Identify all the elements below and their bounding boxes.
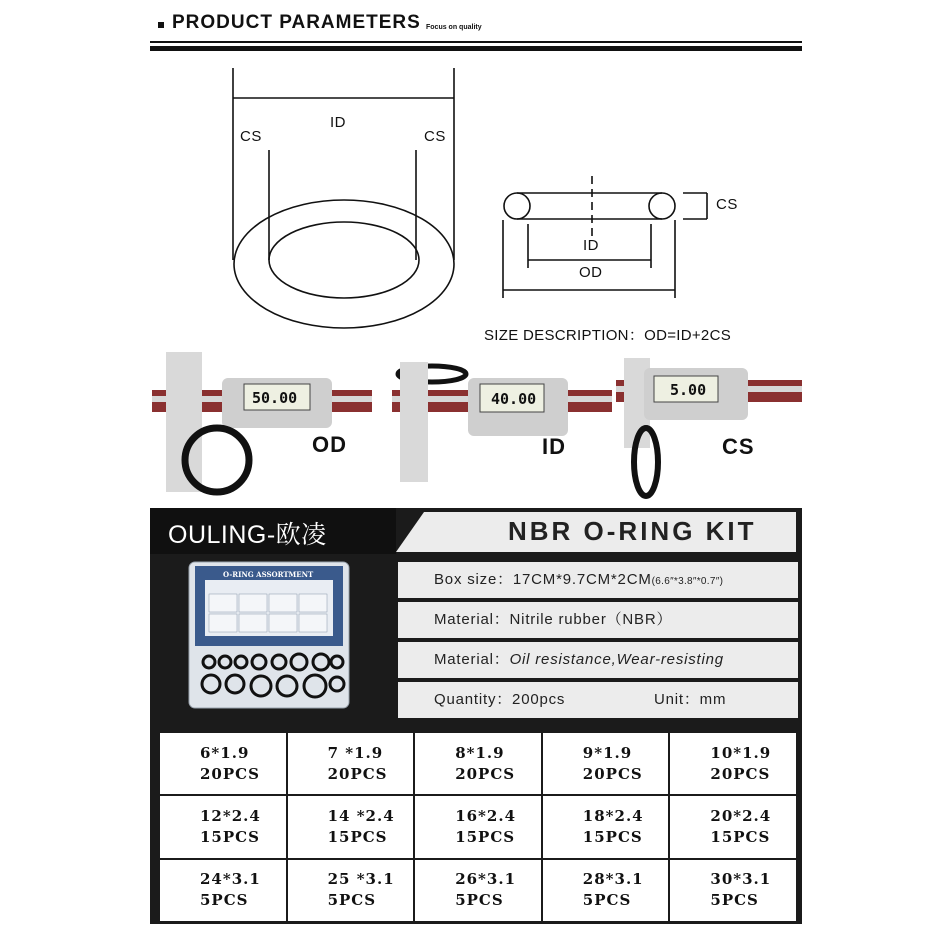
size-cell: [288, 796, 414, 857]
size-cell: [670, 733, 796, 794]
caliper-display-cs: 5.00: [670, 381, 707, 399]
brand-name: OULING-欧凌: [168, 521, 327, 549]
size-cell: [670, 796, 796, 857]
size-value: 25 *3.1: [327, 870, 395, 889]
size-cell: [543, 733, 669, 794]
size-description: SIZE DESCRIPTION：OD=ID+2CS: [484, 327, 732, 344]
size-quantity: 15PCS: [200, 827, 260, 846]
size-value: 20*2.4: [710, 806, 772, 825]
product-image: [183, 558, 361, 714]
size-quantity: 5PCS: [327, 891, 377, 910]
caliper-label-id: ID: [542, 434, 566, 459]
size-value: 28*3.1: [582, 870, 644, 889]
size-quantity: 20PCS: [327, 764, 388, 783]
header-bullet: [158, 22, 164, 28]
size-cell: [415, 796, 541, 857]
caliper-display-od: 50.00: [252, 389, 298, 407]
size-quantity: 5PCS: [200, 891, 249, 910]
caliper-label-od: OD: [312, 432, 347, 457]
size-cell: [288, 733, 414, 794]
spec-quantity: Quantity：200pcs Unit：mm: [398, 683, 798, 717]
oring-cross-section-diagram: [495, 170, 720, 310]
box-title: O-RING ASSORTMENT: [223, 570, 314, 579]
size-cell: [160, 733, 286, 794]
page-title: PRODUCT PARAMETERS: [172, 12, 421, 33]
caliper-display-id: 40.00: [491, 390, 537, 408]
size-cell: [670, 860, 796, 921]
caliper-photo-cs: [616, 352, 802, 500]
size-quantity: 20PCS: [455, 764, 516, 783]
size-value: 8*1.9: [455, 743, 505, 762]
size-value: 24*3.1: [200, 870, 261, 889]
size-cell: [288, 860, 414, 921]
size-cell: [415, 733, 541, 794]
size-value: 16*2.4: [455, 806, 517, 825]
size-quantity: 20PCS: [582, 764, 643, 783]
right-od-label: OD: [579, 264, 603, 281]
kit-title: NBR O-RING KIT: [508, 516, 757, 546]
size-value: 10*1.9: [710, 743, 772, 762]
size-quantity: 20PCS: [200, 764, 260, 783]
caliper-photo-id: [392, 352, 612, 500]
right-cs-label: CS: [716, 196, 738, 213]
size-value: 14 *2.4: [327, 806, 395, 825]
size-value: 9*1.9: [582, 743, 633, 762]
size-quantity: 15PCS: [455, 827, 516, 846]
oring-perspective-diagram: [220, 60, 470, 340]
size-cell: [543, 860, 669, 921]
right-cs-label: CS: [424, 128, 446, 145]
spec-material-properties: Material：Oil resistance,Wear-resisting: [434, 651, 724, 668]
spec-box-size: Box size：17CM*9.7CM*2CM(6.6″*3.8″*0.7″): [434, 571, 724, 588]
spec-material: Material：Nitrile rubber（NBR）: [434, 611, 673, 628]
size-grid: [158, 731, 798, 923]
size-quantity: 20PCS: [710, 764, 771, 783]
size-cell: [160, 860, 286, 921]
size-value: 30*3.1: [710, 870, 772, 889]
size-quantity: 5PCS: [710, 891, 759, 910]
size-quantity: 15PCS: [582, 827, 643, 846]
left-cs-label: CS: [240, 128, 262, 145]
left-id-label: ID: [330, 114, 346, 131]
size-quantity: 15PCS: [710, 827, 771, 846]
caliper-label-cs: CS: [722, 434, 755, 459]
size-value: 26*3.1: [455, 870, 517, 889]
size-value: 6*1.9: [200, 743, 250, 762]
page-subtitle: Focus on quality: [426, 24, 482, 31]
size-value: 7 *1.9: [327, 743, 384, 762]
size-value: 18*2.4: [582, 806, 644, 825]
size-value: 12*2.4: [200, 806, 261, 825]
size-cell: [415, 860, 541, 921]
header-divider-thick: [150, 46, 802, 51]
size-quantity: 5PCS: [455, 891, 504, 910]
header-divider-thin: [150, 41, 802, 43]
spec-unit: Unit：mm: [654, 691, 727, 708]
right-id-label: ID: [583, 237, 599, 254]
size-cell: [543, 796, 669, 857]
size-quantity: 5PCS: [582, 891, 632, 910]
size-cell: [160, 796, 286, 857]
caliper-photo-od: [152, 352, 372, 500]
size-quantity: 15PCS: [327, 827, 388, 846]
